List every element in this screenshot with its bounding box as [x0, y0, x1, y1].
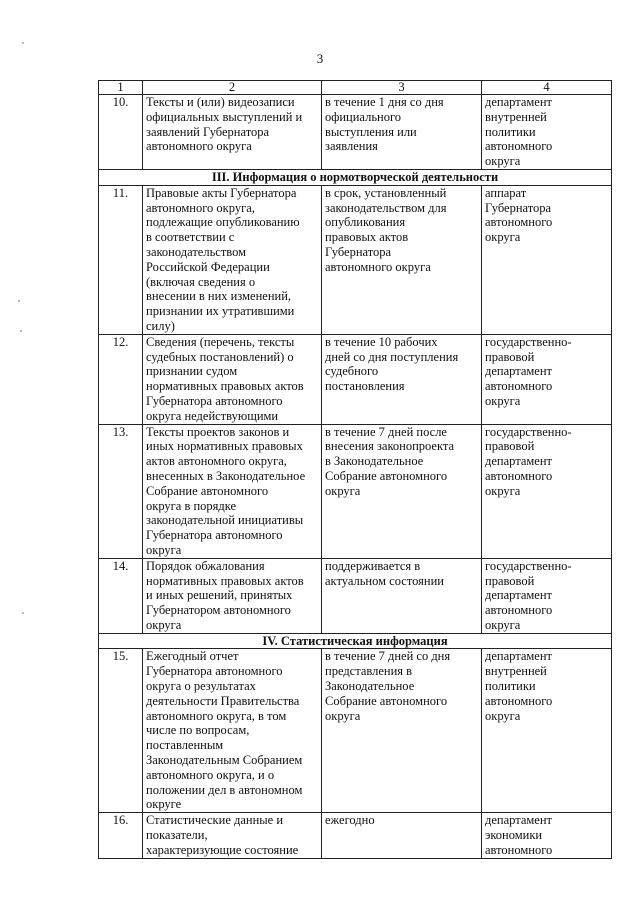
- cell-line: округа: [485, 393, 521, 408]
- row-number: 10.: [99, 95, 143, 170]
- cell-line: характеризующие состояние: [146, 842, 299, 857]
- row-number: 15.: [99, 649, 143, 813]
- cell-line: внесенных в Законодательное: [146, 468, 306, 483]
- cell-line: округа недействующими: [146, 408, 279, 423]
- cell-line: Правовые акты Губернатора: [146, 185, 297, 200]
- cell-line: заявлений Губернатора: [146, 124, 270, 139]
- cell-line: Собрание автономного: [146, 483, 269, 498]
- cell-line: Губернатора автономного: [146, 528, 283, 543]
- cell-line: округа: [146, 542, 182, 557]
- cell-line: округа: [485, 617, 521, 632]
- cell-line: автономного округа: [146, 139, 252, 154]
- cell-line: Губернатора автономного: [146, 664, 283, 679]
- cell-line: округа: [325, 708, 361, 723]
- cell-line: поставленным: [146, 738, 224, 753]
- cell-line: законодательством: [146, 244, 247, 259]
- cell-line: округа: [485, 708, 521, 723]
- cell-line: Российской Федерации: [146, 259, 270, 274]
- cell-line: признании их утратившими: [146, 304, 295, 319]
- cell-line: округа: [325, 483, 361, 498]
- cell-line: опубликования: [325, 215, 406, 230]
- cell-line: государственно-: [485, 424, 572, 439]
- cell-line: государственно-: [485, 558, 572, 573]
- item-responsible: [482, 558, 612, 633]
- section-heading: III. Информация о нормотворческой деятельности: [99, 169, 612, 185]
- cell-line: Законодательным Собранием: [146, 753, 303, 768]
- cell-line: числе по вопросам,: [146, 723, 250, 738]
- table-row: [99, 95, 612, 170]
- cell-line: правовой: [485, 573, 535, 588]
- scan-mark: [20, 330, 22, 332]
- cell-line: поддерживается в: [325, 558, 421, 573]
- header-cell: 3: [322, 81, 482, 95]
- cell-line: внесении в них изменений,: [146, 289, 292, 304]
- item-deadline: [322, 95, 482, 170]
- item-deadline: [322, 558, 482, 633]
- table-row: [99, 649, 612, 813]
- cell-line: актов автономного округа,: [146, 454, 287, 469]
- cell-line: в течение 7 дней со дня: [325, 649, 451, 664]
- cell-line: департамент: [485, 95, 553, 109]
- cell-line: положении дел в автономном: [146, 782, 303, 797]
- row-number: 12.: [99, 334, 143, 424]
- section-heading-row: [99, 169, 612, 185]
- cell-line: дней со дня поступления: [325, 349, 459, 364]
- cell-line: нормативных правовых актов: [146, 379, 304, 394]
- cell-line: департамент: [485, 813, 553, 828]
- table-row: [99, 185, 612, 334]
- cell-line: правовой: [485, 349, 535, 364]
- cell-line: округа: [146, 617, 182, 632]
- cell-line: округа: [485, 230, 521, 245]
- cell-line: в Законодательное: [325, 454, 424, 469]
- cell-line: округа: [485, 483, 521, 498]
- cell-line: судебного: [325, 364, 379, 379]
- cell-line: автономного: [485, 139, 553, 154]
- cell-line: департамент: [485, 454, 553, 469]
- cell-line: в течение 10 рабочих: [325, 334, 438, 349]
- table-header-row: [99, 81, 612, 95]
- item-description: [143, 424, 322, 558]
- cell-line: экономики: [485, 828, 543, 843]
- scan-mark: [22, 612, 24, 614]
- cell-line: автономного: [485, 215, 553, 230]
- cell-line: законодательством для: [325, 200, 447, 215]
- header-cell: 2: [143, 81, 322, 95]
- item-description: [143, 649, 322, 813]
- item-responsible: [482, 649, 612, 813]
- cell-line: автономного: [485, 468, 553, 483]
- cell-line: Собрание автономного: [325, 468, 448, 483]
- cell-line: департамент: [485, 649, 553, 664]
- section-heading-row: [99, 633, 612, 649]
- cell-line: Тексты и (или) видеозаписи: [146, 95, 295, 109]
- cell-line: Губернатора: [325, 244, 392, 259]
- cell-line: силу): [146, 318, 175, 333]
- cell-line: официального: [325, 109, 402, 124]
- cell-line: и иных решений, принятых: [146, 588, 293, 603]
- table-body: [99, 95, 612, 859]
- cell-line: Тексты проектов законов и: [146, 424, 290, 439]
- table-row: [99, 424, 612, 558]
- cell-line: выступления или: [325, 124, 417, 139]
- cell-line: Статистические данные и: [146, 813, 284, 828]
- cell-line: актуальном состоянии: [325, 573, 444, 588]
- cell-line: политики: [485, 679, 536, 694]
- scan-mark: [18, 300, 20, 302]
- cell-line: Собрание автономного: [325, 693, 448, 708]
- row-number: 14.: [99, 558, 143, 633]
- item-responsible: [482, 424, 612, 558]
- table-row: [99, 334, 612, 424]
- header-cell: 4: [482, 81, 612, 95]
- item-responsible: [482, 334, 612, 424]
- item-description: [143, 558, 322, 633]
- cell-line: округа в порядке: [146, 498, 237, 513]
- item-deadline: [322, 185, 482, 334]
- cell-line: ежегодно: [325, 813, 375, 828]
- cell-line: внесения законопроекта: [325, 439, 455, 454]
- section-heading: IV. Статистическая информация: [99, 633, 612, 649]
- cell-line: автономного: [485, 379, 553, 394]
- item-description: [143, 334, 322, 424]
- cell-line: в течение 1 дня со дня: [325, 95, 444, 109]
- cell-line: внутренней: [485, 109, 547, 124]
- cell-line: заявления: [325, 139, 378, 154]
- cell-line: автономного: [485, 842, 553, 857]
- cell-line: Губернатора автономного: [146, 393, 283, 408]
- item-deadline: [322, 334, 482, 424]
- cell-line: Губернатора: [485, 200, 552, 215]
- cell-line: автономного: [485, 603, 553, 618]
- cell-line: (включая сведения о: [146, 274, 256, 289]
- cell-line: Законодательное: [325, 679, 415, 694]
- cell-line: правовой: [485, 439, 535, 454]
- item-responsible: [482, 185, 612, 334]
- cell-line: иных нормативных правовых: [146, 439, 303, 454]
- item-description: [143, 185, 322, 334]
- cell-line: округа о результатах: [146, 679, 256, 694]
- cell-line: в соответствии с: [146, 230, 235, 245]
- cell-line: государственно-: [485, 334, 572, 349]
- cell-line: департамент: [485, 588, 553, 603]
- cell-line: автономного округа, и о: [146, 767, 275, 782]
- item-deadline: [322, 649, 482, 813]
- cell-line: округе: [146, 797, 182, 812]
- item-responsible: [482, 95, 612, 170]
- cell-line: округа: [485, 154, 521, 169]
- cell-line: Сведения (перечень, тексты: [146, 334, 295, 349]
- item-deadline: [322, 424, 482, 558]
- cell-line: политики: [485, 124, 536, 139]
- cell-line: Губернатором автономного: [146, 603, 291, 618]
- cell-line: Порядок обжалования: [146, 558, 265, 573]
- cell-line: аппарат: [485, 185, 527, 200]
- cell-line: представления в: [325, 664, 413, 679]
- cell-line: судебных постановлений) о: [146, 349, 294, 364]
- page-number: 3: [316, 51, 324, 66]
- cell-line: правовых актов: [325, 230, 409, 245]
- scan-mark: [22, 42, 24, 44]
- cell-line: внутренней: [485, 664, 547, 679]
- table-row: [99, 813, 612, 858]
- cell-line: официальных выступлений и: [146, 109, 303, 124]
- info-table: [98, 80, 612, 859]
- item-responsible: [482, 813, 612, 858]
- item-description: [143, 95, 322, 170]
- cell-line: показатели,: [146, 828, 208, 843]
- cell-line: постановления: [325, 379, 405, 394]
- cell-line: деятельности Правительства: [146, 693, 300, 708]
- row-number: 13.: [99, 424, 143, 558]
- cell-line: Ежегодный отчет: [146, 649, 239, 664]
- cell-line: автономного: [485, 693, 553, 708]
- cell-line: в течение 7 дней после: [325, 424, 447, 439]
- cell-line: автономного округа: [325, 259, 431, 274]
- cell-line: автономного округа, в том: [146, 708, 287, 723]
- cell-line: в срок, установленный: [325, 185, 447, 200]
- row-number: 16.: [99, 813, 143, 858]
- item-deadline: [322, 813, 482, 858]
- row-number: 11.: [99, 185, 143, 334]
- cell-line: законодательной инициативы: [146, 513, 304, 528]
- header-cell: 1: [99, 81, 143, 95]
- table-row: [99, 558, 612, 633]
- item-description: [143, 813, 322, 858]
- cell-line: департамент: [485, 364, 553, 379]
- cell-line: автономного округа,: [146, 200, 255, 215]
- cell-line: признании судом: [146, 364, 238, 379]
- cell-line: подлежащие опубликованию: [146, 215, 300, 230]
- cell-line: нормативных правовых актов: [146, 573, 304, 588]
